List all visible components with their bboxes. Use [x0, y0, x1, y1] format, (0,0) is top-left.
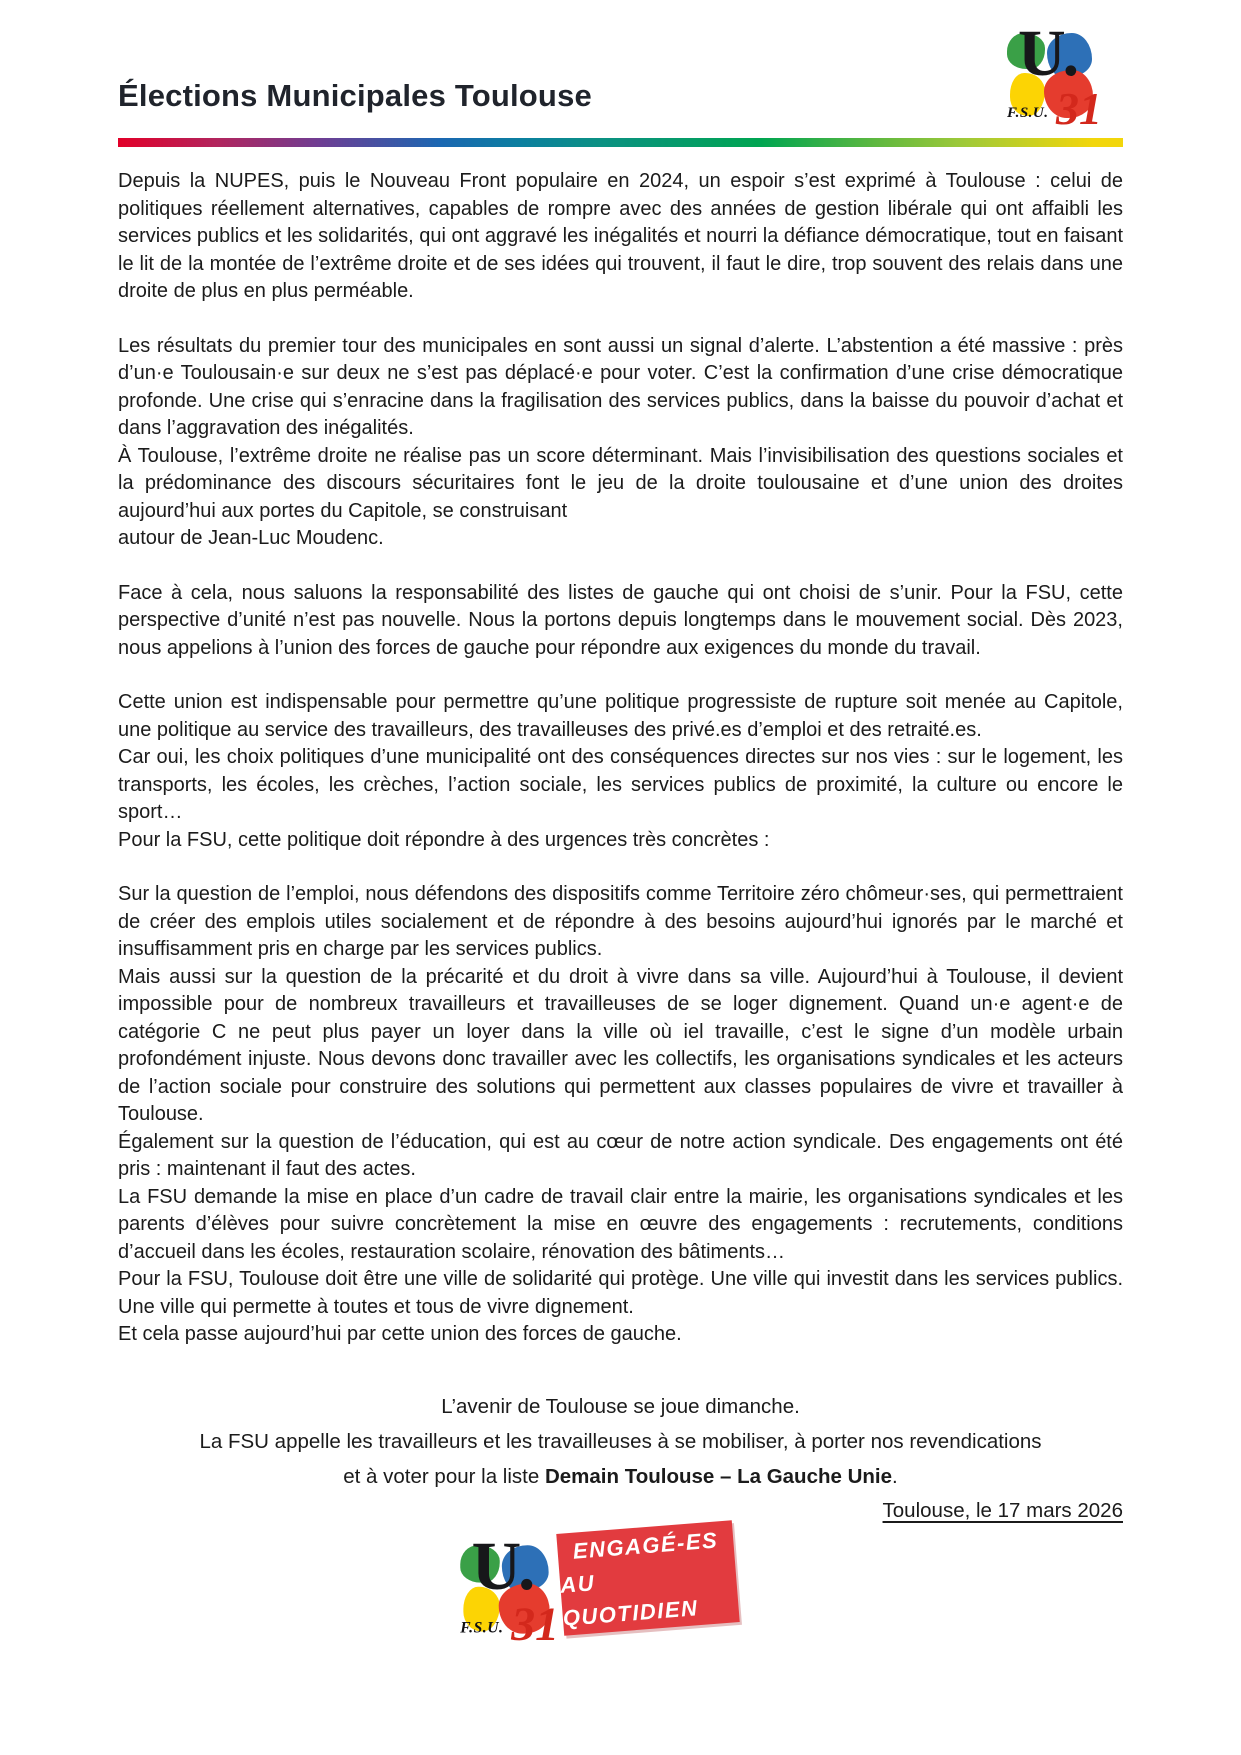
paragraph: Cette union est indispensable pour permettre qu’une politique progressiste de rupture soit menée au Capitole, une politique au service des travailleurs, des travailleuses des privé.es d’emploi et des retraité.es. [118, 691, 1123, 741]
closing-line: L’avenir de Toulouse se joue dimanche. [441, 1394, 800, 1418]
paragraph: Face à cela, nous saluons la responsabilité des listes de gauche qui ont choisi de s’unir. Pour la FSU, cette perspective d’unité n’est pas nouvelle. Nous la portons depuis longtemps dans le mouvement social. Dès 2023, nous appelions à l’union des forces de gauche pour répondre aux exigences du monde du travail. [118, 581, 1123, 659]
body-text [118, 168, 1123, 1349]
paragraph: À Toulouse, l’extrême droite ne réalise pas un score déterminant. Mais l’invisibilisation des questions sociales et la prédominance des discours sécuritaires font le jeu de la droite toulousaine et d’une union des droites aujourd’hui aux portes du Capitole, se construisant [118, 444, 1123, 522]
paragraph: Pour la FSU, cette politique doit répondre à des urgences très concrètes : [118, 828, 770, 851]
list-name-bold: Demain Toulouse – La Gauche Unie [544, 1464, 893, 1488]
closing-line-prefix: et à voter pour la liste [343, 1464, 545, 1488]
document-content [118, 0, 1124, 1650]
divider-gradient-bar [118, 138, 1123, 147]
paragraph-group [118, 333, 1123, 553]
paragraph: Mais aussi sur la question de la précarité et du droit à vivre dans sa ville. Aujourd’hui à Toulouse, il devient impossible pour de nombreux travailleurs et travailleuses de se loger dignement. Quand un·e agent·e de catégorie C ne peut plus payer un loyer dans la ville où iel travaille, c’est le signe d’un modèle urbain profondément injuste. Nous devons donc travailler avec les collectifs, les organisations syndicales et les acteurs de l’action sociale pour construire des solutions qui permettent aux classes populaires de vivre et travailler à Toulouse. [118, 965, 1123, 1125]
closing-block [118, 1389, 1123, 1494]
stamp-engage-badge [556, 1520, 739, 1635]
paragraph: Également sur la question de l’éducation, qui est au cœur de notre action syndicale. Des engagements ont été pris : maintenant il faut des actes. [118, 1130, 1123, 1180]
logo-u-letter: U. [471, 1528, 532, 1604]
closing-line [118, 1459, 1123, 1494]
paragraph-group [118, 689, 1123, 854]
paragraph: Pour la FSU, Toulouse doit être une ville de solidarité qui protège. Une ville qui investit dans les services publics. Une ville qui permette à toutes et tous de vivre dignement. [118, 1268, 1123, 1318]
paragraph: Car oui, les choix politiques d’une municipalité ont des conséquences directes sur nos vies : sur le logement, les transports, les écoles, les crèches, l’action sociale, les services publics de proximité, la culture ou encore le sport… [118, 746, 1123, 823]
paragraph-group [118, 580, 1123, 663]
paragraph: Les résultats du premier tour des municipales en sont aussi un signal d’alerte. L’abstention a été massive : près d’un·e Toulousain·e sur deux ne s’est pas déplacé·e pour voter. C’est la confirmation d’une crise démocratique profonde. Une crise qui s’enracine dans la fragilisation des services publics, dans la baisse du pouvoir d’achat et dans l’aggravation des inégalités. [118, 334, 1123, 439]
paragraph: Et cela passe aujourd’hui par cette union des forces de gauche. [118, 1323, 682, 1345]
closing-line-suffix: . [892, 1464, 898, 1488]
paragraph: La FSU demande la mise en place d’un cadre de travail clair entre la mairie, les organisations syndicales et les parents d’élèves pour suivre concrètement la mise en œuvre des engagements : recrutements, conditions d’accueil dans les écoles, restauration scolaire, rénovation des bâtiments… [118, 1185, 1123, 1263]
logo-u-letter: U. [1018, 17, 1077, 90]
closing-line: La FSU appelle les travailleurs et les travailleuses à se mobiliser, à porter nos revendications [199, 1429, 1042, 1453]
paragraph: Depuis la NUPES, puis le Nouveau Front populaire en 2024, un espoir s’est exprimé à Toulouse : celui de politiques réellement alternatives, capables de rompre avec des années de gestion libérale qui ont affaibli les services publics et les solidarités, qui ont aggravé les inégalités et nourri la défiance démocratique, tout en faisant le lit de la montée de l’extrême droite et de ses idées qui trouvent, il faut le dire, trop souvent des relais dans une droite de plus en plus perméable. [118, 170, 1124, 302]
paragraph-group [118, 168, 1123, 306]
logo-org-label: F.S.U. [459, 1619, 503, 1637]
logo-org-label: F.S.U. [1007, 105, 1049, 121]
paragraph: autour de Jean-Luc Moudenc. [118, 527, 384, 549]
stamp-line: AU QUOTIDIEN [558, 1569, 699, 1630]
date-line: Toulouse, le 17 mars 2026 [882, 1498, 1123, 1522]
logo-dept-number: 31 [1056, 83, 1102, 134]
paragraph: Sur la question de l’emploi, nous défendons des dispositifs comme Territoire zéro chômeur·ses, qui permettraient de créer des emplois utiles socialement et de répondre à des besoins aujourd’hui ignorés par le marché et insuffisamment pris en charge par les services publics. [118, 883, 1123, 960]
logo-dept-number: 31 [510, 1596, 559, 1650]
stamp-line: ENGAGÉ-ES [571, 1526, 719, 1563]
page-title: Élections Municipales Toulouse [118, 78, 592, 113]
paragraph-group [118, 881, 1123, 1349]
fsu31-logo-footer [459, 1528, 559, 1650]
footer-logos [96, 1525, 1101, 1650]
